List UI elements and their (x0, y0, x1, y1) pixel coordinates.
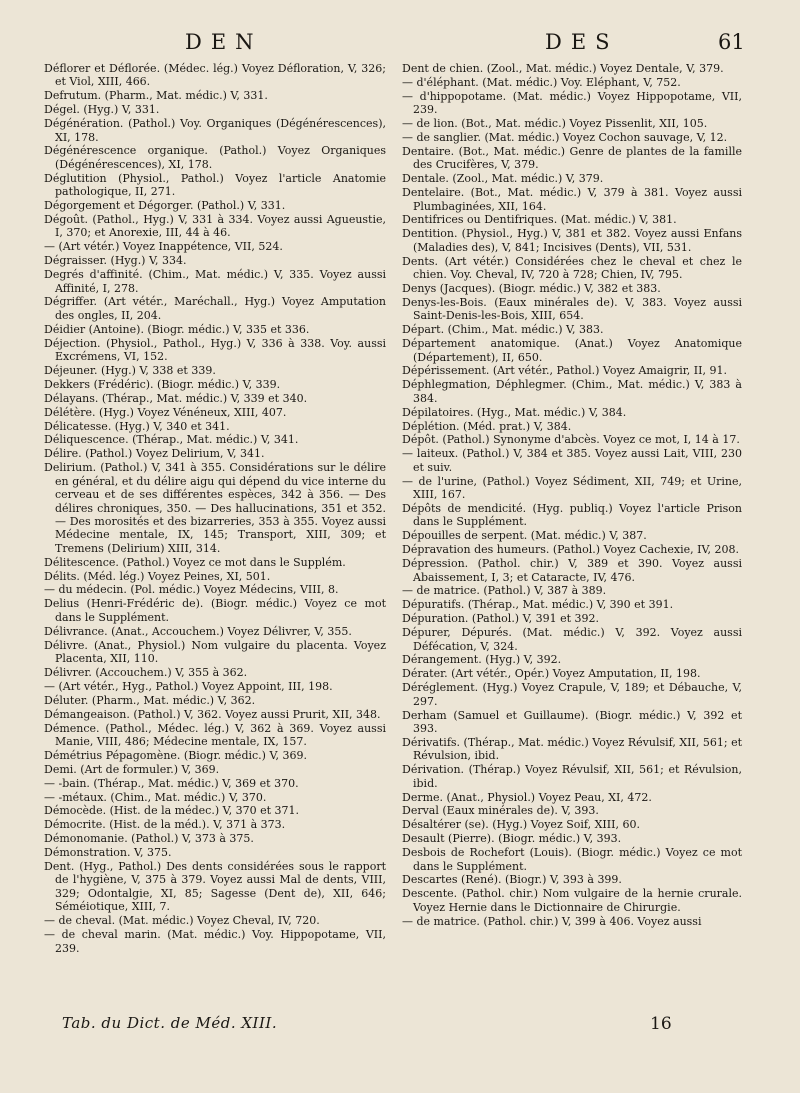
index-entry: Dépurer, Dépurés. (Mat. médic.) V, 392. Voyez aussi Défécation, V, 324. (402, 626, 742, 653)
index-entry: Dépouilles de serpent. (Mat. médic.) V, 387. (402, 529, 647, 543)
index-entry: Dégénération. (Pathol.) Voy. Organiques (Dégénérescences), XI, 178. (44, 117, 386, 144)
index-entry: Derme. (Anat., Physiol.) Voyez Peau, XI, 472. (402, 790, 652, 804)
index-entry: — de l'urine, (Pathol.) Voyez Sédiment, XII, 749; et Urine, XIII, 167. (402, 474, 742, 502)
index-entry: Délire. (Pathol.) Voyez Delirium, V, 341. (44, 447, 265, 461)
index-entry: Démocède. (Hist. de la médec.) V, 370 et 371. (44, 804, 300, 818)
index-entry: Déluter. (Pharm., Mat. médic.) V, 362. (44, 693, 256, 707)
index-entry: Délits. (Méd. lég.) Voyez Peines, XI, 501. (44, 569, 271, 583)
index-entry: Dérangement. (Hyg.) V, 392. (402, 653, 562, 667)
index-entry: Desbois de Rochefort (Louis). (Biogr. médic.) Voyez ce mot dans le Supplément. (402, 846, 742, 873)
index-entry: Départ. (Chim., Mat. médic.) V, 383. (402, 323, 604, 337)
index-entry: Dentition. (Physiol., Hyg.) V, 381 et 382. Voyez aussi Enfans (Maladies des), V, 841; Incisives (Dents), VII, 531. (402, 227, 742, 254)
index-entry: Démétrius Pépagomène. (Biogr. médic.) V, 369. (44, 748, 307, 762)
index-entry: Déphlegmation, Déphlegmer. (Chim., Mat. médic.) V, 383 à 384. (402, 378, 742, 405)
index-entry: Délitescence. (Pathol.) Voyez ce mot dans le Supplém. (44, 555, 346, 569)
index-entry: Defrutum. (Pharm., Mat. médic.) V, 331. (44, 89, 268, 103)
index-entry: — du médecin. (Pol. médic.) Voyez Médecins, VIII, 8. (44, 583, 339, 597)
index-entry: Denys-les-Bois. (Eaux minérales de). V, 383. Voyez aussi Saint-Denis-les-Bois, XIII, 654. (402, 295, 742, 323)
index-entry: Dépilatoires. (Hyg., Mat. médic.) V, 384. (402, 405, 627, 419)
index-entry: Délicatesse. (Hyg.) V, 340 et 341. (44, 419, 230, 433)
index-entry: Dentaire. (Bot., Mat. médic.) Genre de plantes de la famille des Crucifères, V, 379. (402, 144, 742, 172)
index-entry: Dégorgement et Dégorger. (Pathol.) V, 331. (44, 199, 286, 213)
index-entry: Démangeaison. (Pathol.) V, 362. Voyez aussi Prurit, XII, 348. (44, 707, 381, 721)
index-entry: Déflorer et Déflorée. (Médec. lég.) Voyez Défloration, V, 326; et Viol, XIII, 466. (44, 62, 386, 89)
index-entry: Dégoût. (Pathol., Hyg.) V, 331 à 334. Voyez aussi Agueustie, I, 370; et Anorexie, III, 44 à 46. (44, 212, 386, 240)
index-entry: Déjection. (Physiol., Pathol., Hyg.) V, 336 à 338. Voy. aussi Excrémens, VI, 152. (44, 336, 386, 364)
index-entry: — -bain. (Thérap., Mat. médic.) V, 369 et 370. (44, 776, 299, 790)
index-entry: Dépôt. (Pathol.) Synonyme d'abcès. Voyez ce mot, I, 14 à 17. (402, 433, 740, 447)
index-entry: Délayans. (Thérap., Mat. médic.) V, 339 et 340. (44, 391, 308, 405)
index-entry: — de cheval marin. (Mat. médic.) Voy. Hippopotame, VII, 239. (44, 928, 386, 955)
index-entry: Demi. (Art de formuler.) V, 369. (44, 762, 220, 776)
index-entry: Dentale. (Zool., Mat. médic.) V, 379. (402, 172, 604, 186)
index-entry: — de sanglier. (Mat. médic.) Voyez Cochon sauvage, V, 12. (402, 131, 728, 145)
index-entry: Dent de chien. (Zool., Mat. médic.) Voyez Dentale, V, 379. (402, 62, 724, 75)
index-entry: Déliquescence. (Thérap., Mat. médic.) V, 341. (44, 433, 299, 447)
index-entry: Démocrite. (Hist. de la méd.). V, 371 à 373. (44, 818, 286, 832)
index-entry: Descartes (René). (Biogr.) V, 393 à 399. (402, 873, 622, 887)
index-entry: Dépôts de mendicité. (Hyg. publiq.) Voyez l'article Prison dans le Supplément. (402, 502, 742, 529)
index-entry: Délivrance. (Anat., Accouchem.) Voyez Délivrer, V, 355. (44, 624, 352, 638)
index-entry: Délivre. (Anat., Physiol.) Nom vulgaire du placenta. Voyez Placenta, XII, 110. (44, 638, 386, 665)
index-entry: Dégénérescence organique. (Pathol.) Voyez Organiques (Dégénérescences), XI, 178. (44, 144, 386, 171)
index-entry: Dégraisser. (Hyg.) V, 334. (44, 254, 187, 268)
index-entry: Dentelaire. (Bot., Mat. médic.) V, 379 à 381. Voyez aussi Plumbaginées, XII, 164. (402, 186, 742, 213)
left-column (44, 62, 386, 955)
index-entry: — (Art vétér.) Voyez Inappétence, VII, 524. (44, 240, 283, 254)
index-entry: Derham (Samuel et Guillaume). (Biogr. médic.) V, 392 et 393. (402, 708, 742, 735)
index-entry: Dérivatifs. (Thérap., Mat. médic.) Voyez Révulsif, XII, 561; et Révulsion, ibid. (402, 735, 742, 763)
index-entry: Dépuratifs. (Thérap., Mat. médic.) V, 390 et 391. (402, 598, 674, 612)
index-entry: Denys (Jacques). (Biogr. médic.) V, 382 et 383. (402, 282, 661, 295)
index-entry: Désaltérer (se). (Hyg.) Voyez Soif, XIII, 60. (402, 818, 640, 832)
index-entry: — de matrice. (Pathol. chir.) V, 399 à 406. Voyez aussi (402, 914, 702, 928)
index-entry: — d'éléphant. (Mat. médic.) Voy. Eléphant, V, 752. (402, 75, 681, 89)
index-entry: Degrés d'affinité. (Chim., Mat. médic.) V, 335. Voyez aussi Affinité, I, 278. (44, 268, 386, 295)
index-entry: Dekkers (Frédéric). (Biogr. médic.) V, 339. (44, 377, 281, 391)
index-entry: Délivrer. (Accouchem.) V, 355 à 362. (44, 665, 248, 679)
index-entry: Délétère. (Hyg.) Voyez Vénéneux, XIII, 407. (44, 405, 287, 419)
index-entry: Dégel. (Hyg.) V, 331. (44, 103, 160, 117)
index-entry: Derval (Eaux minérales de). V, 393. (402, 804, 599, 818)
index-entry: Département anatomique. (Anat.) Voyez Anatomique (Département), II, 650. (402, 337, 742, 364)
footer-sheet-number: 16 (650, 1014, 672, 1034)
index-entry: Dépuration. (Pathol.) V, 391 et 392. (402, 612, 600, 626)
index-entry: Démonomanie. (Pathol.) V, 373 à 375. (44, 832, 254, 846)
index-entry: Déjeuner. (Hyg.) V, 338 et 339. (44, 363, 216, 377)
index-entry: Dérater. (Art vétér., Opér.) Voyez Amputation, II, 198. (402, 667, 701, 681)
index-entry: — laiteux. (Pathol.) V, 384 et 385. Voyez aussi Lait, VIII, 230 et suiv. (402, 447, 742, 474)
index-entry: Dents. (Art vétér.) Considérées chez le cheval et chez le chien. Voy. Cheval, IV, 720 à 728; Chien, IV, 795. (402, 254, 742, 282)
index-entry: Déidier (Antoine). (Biogr. médic.) V, 335 et 336. (44, 322, 310, 336)
footer-signature: Tab. du Dict. de Méd. XIII. (62, 1014, 278, 1032)
index-entry: Déplétion. (Méd. prat.) V, 384. (402, 419, 572, 433)
index-entry: Démonstration. V, 375. (44, 846, 172, 860)
index-entry: Démence. (Pathol., Médec. lég.) V, 362 à 369. Voyez aussi Manie, VIII, 486; Médecine mentale, IX, 157. (44, 721, 386, 748)
index-entry: Delius (Henri-Frédéric de). (Biogr. médic.) Voyez ce mot dans le Supplément. (44, 597, 386, 624)
index-entry: Déglutition (Physiol., Pathol.) Voyez l'article Anatomie pathologique, II, 271. (44, 171, 386, 199)
index-entry: Dépérissement. (Art vétér., Pathol.) Voyez Amaigrir, II, 91. (402, 364, 727, 378)
index-entry: Dent. (Hyg., Pathol.) Des dents considérées sous le rapport de l'hygiène, V, 375 à 379. Voyez aussi Mal de dents, VIII, 329; Odontalgie, XI, 85; Sagesse (Dent de), XII, 646; Séméiotique, XIII, 7. (44, 860, 386, 914)
index-entry: Descente. (Pathol. chir.) Nom vulgaire de la hernie crurale. Voyez Hernie dans le Dictionnaire de Chirurgie. (402, 887, 742, 914)
index-entry: Desault (Pierre). (Biogr. médic.) V, 393. (402, 832, 622, 846)
index-entry: — de matrice. (Pathol.) V, 387 à 389. (402, 584, 607, 598)
right-column (402, 62, 742, 929)
running-head-right: DES (545, 30, 619, 54)
index-entry: — (Art vétér., Hyg., Pathol.) Voyez Appoint, III, 198. (44, 679, 333, 693)
index-entry: — de lion. (Bot., Mat. médic.) Voyez Pissenlit, XII, 105. (402, 117, 708, 131)
index-entry: Dépravation des humeurs. (Pathol.) Voyez Cachexie, IV, 208. (402, 543, 739, 557)
index-entry: Dépression. (Pathol. chir.) V, 389 et 390. Voyez aussi Abaissement, I, 3; et Cataracte, IV, 476. (402, 557, 742, 584)
index-entry: Déréglement. (Hyg.) Voyez Crapule, V, 189; et Débauche, V, 297. (402, 681, 742, 708)
index-entry: Delirium. (Pathol.) V, 341 à 355. Considérations sur le délire en général, et du délire aigu qui dépend du vice interne du cerveau et de ses différentes espèces, 342 à 356. — Des délires chroniques, 350. — Des hallucinations, 351 et 352. — Des morosités et des bizarreries, 353 à 355. Voyez aussi Médecine mentale, IX, 145; Transport, XIII, 309; et Tremens (Delirium) XIII, 314. (44, 461, 386, 555)
page-number: 61 (718, 30, 745, 54)
index-entry: Dégriffer. (Art vétér., Maréchall., Hyg.) Voyez Amputation des ongles, II, 204. (44, 295, 386, 322)
index-entry: — de cheval. (Mat. médic.) Voyez Cheval, IV, 720. (44, 914, 320, 928)
index-entry: — -métaux. (Chim., Mat. médic.) V, 370. (44, 790, 267, 804)
running-head-left: DEN (185, 30, 263, 54)
index-entry: Dérivation. (Thérap.) Voyez Révulsif, XII, 561; et Révulsion, ibid. (402, 763, 742, 790)
index-entry: — d'hippopotame. (Mat. médic.) Voyez Hippopotame, VII, 239. (402, 89, 742, 117)
index-entry: Dentifrices ou Dentifriques. (Mat. médic.) V, 381. (402, 213, 677, 227)
